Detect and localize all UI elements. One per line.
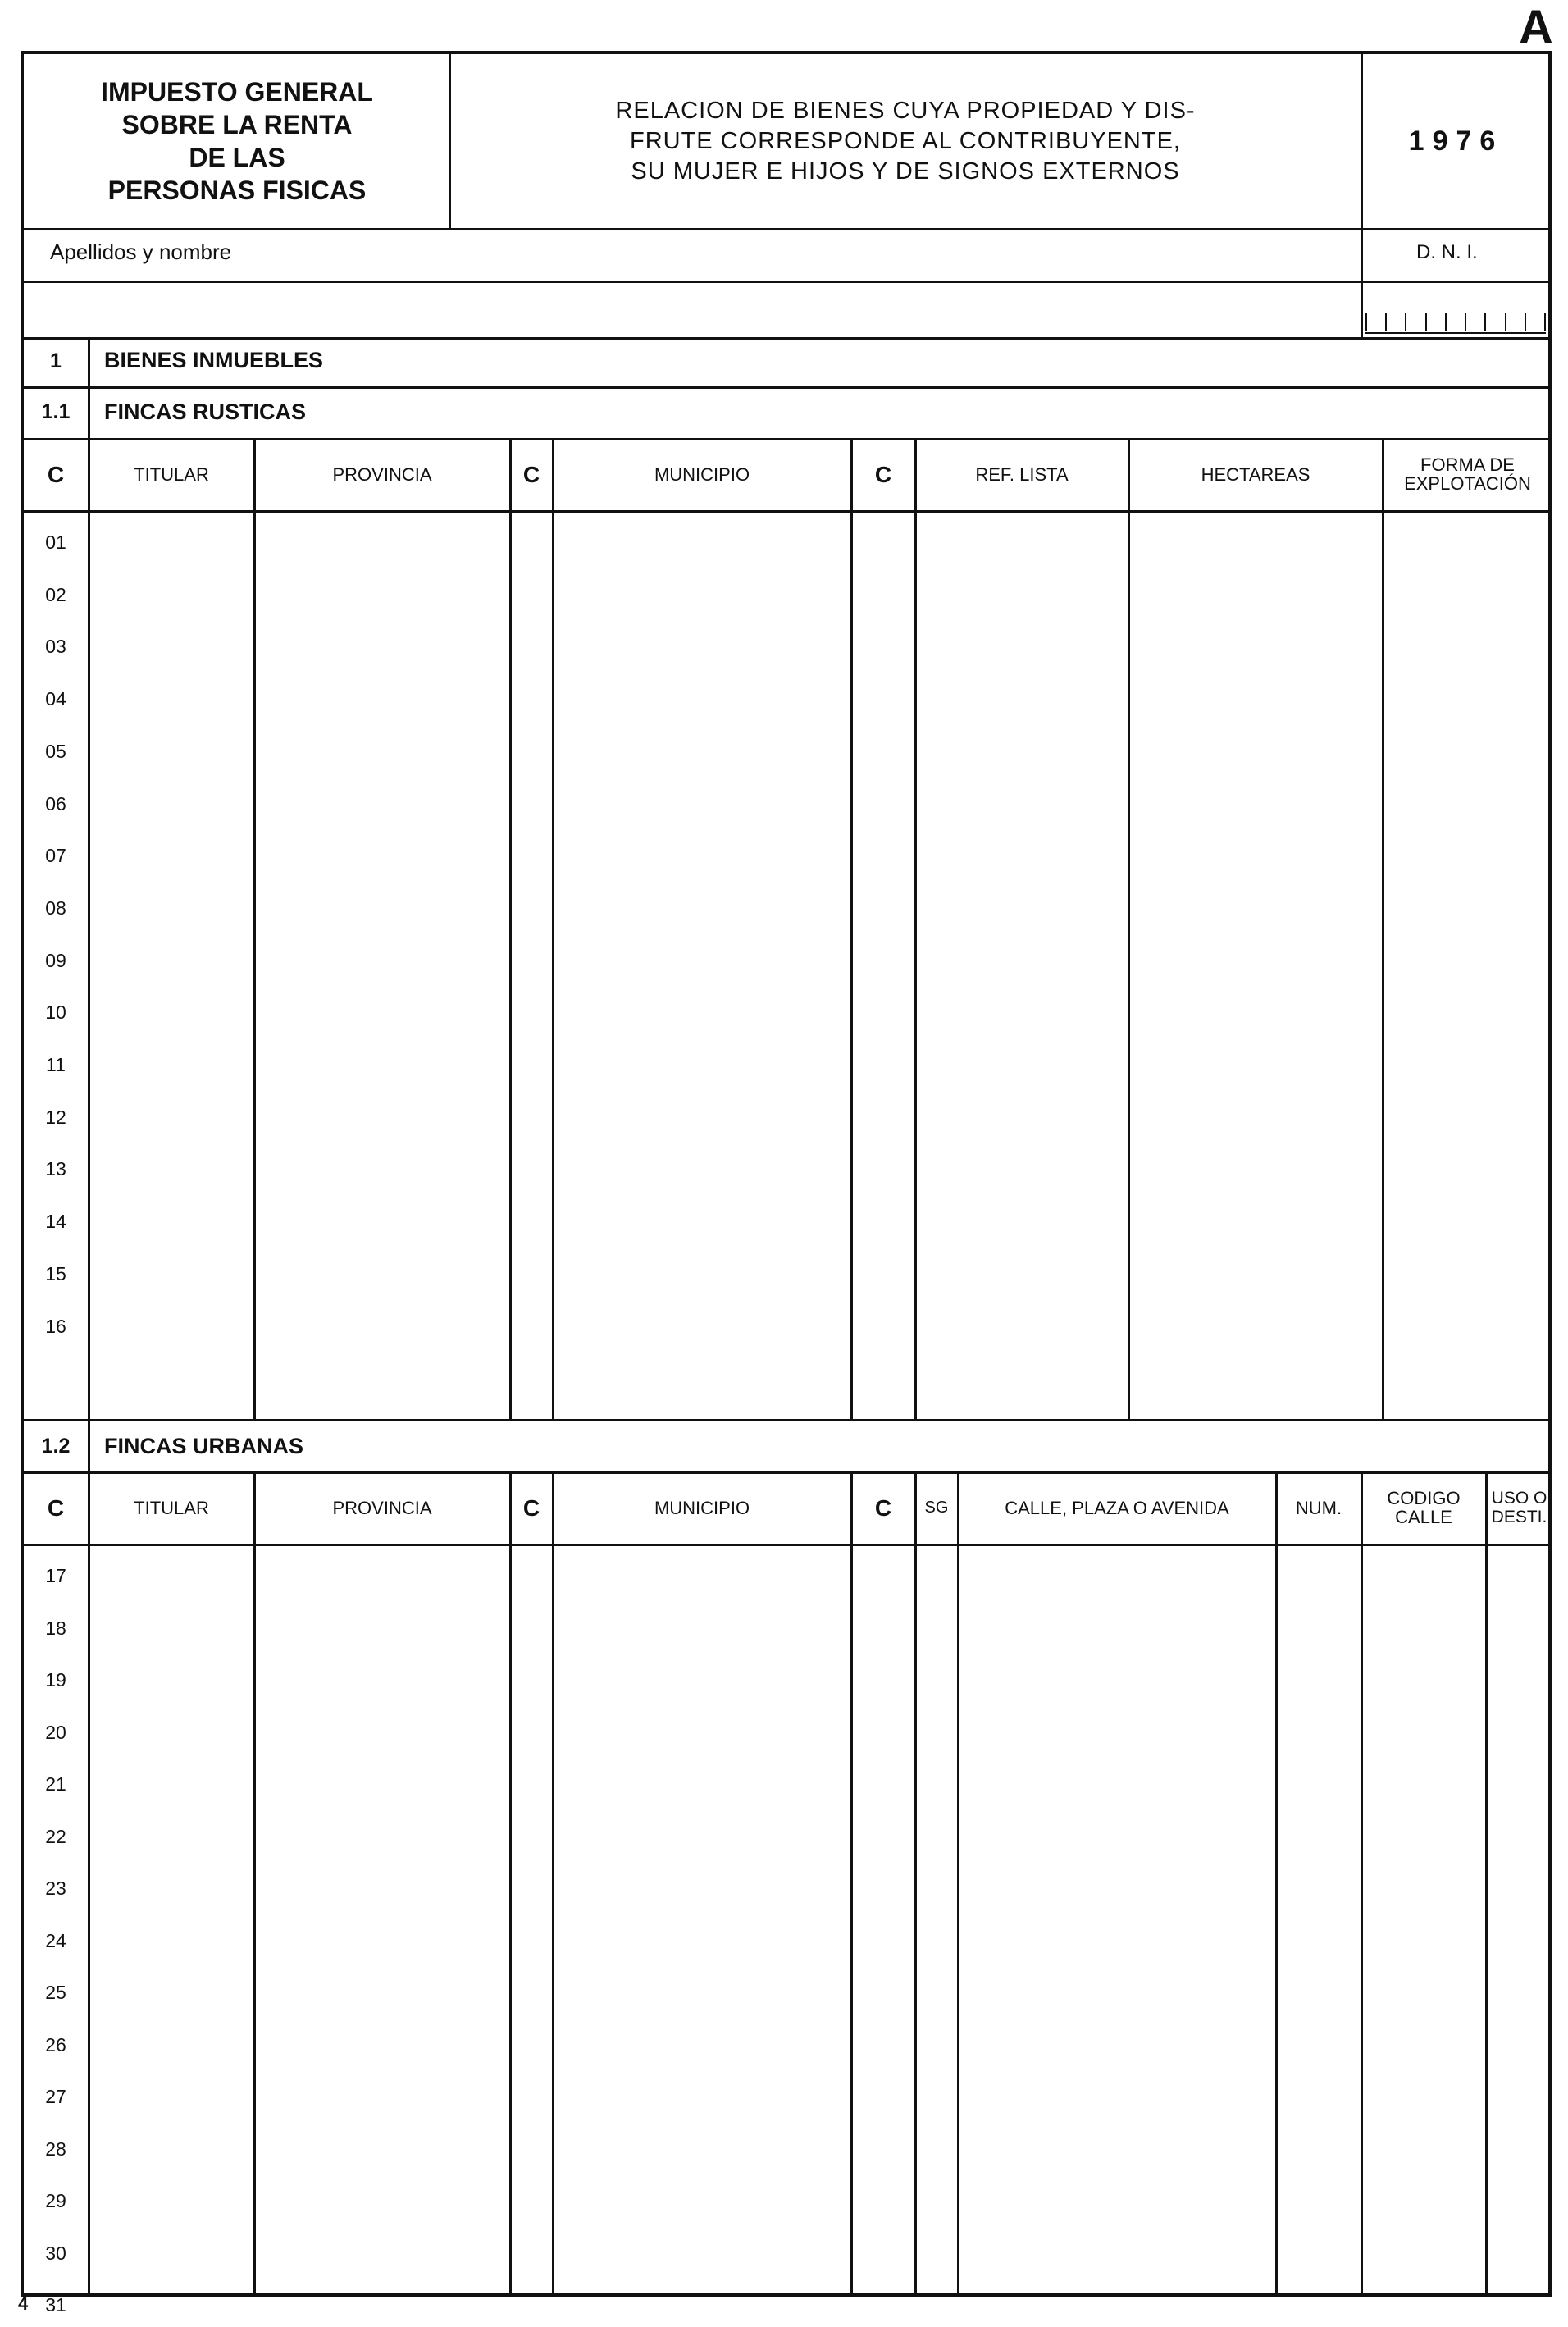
dni-label: D. N. I. bbox=[1416, 241, 1478, 263]
name-field[interactable] bbox=[40, 290, 1352, 331]
divider bbox=[88, 337, 90, 2297]
divider bbox=[552, 1471, 554, 2297]
column-header: SG bbox=[924, 1498, 949, 1517]
divider bbox=[850, 438, 853, 1419]
divider bbox=[24, 228, 1552, 230]
section-title: FINCAS RUSTICAS bbox=[104, 399, 307, 424]
description-line: FRUTE CORRESPONDE AL CONTRIBUYENTE, bbox=[629, 127, 1181, 154]
section-number: 1.1 bbox=[41, 400, 71, 423]
row-number: 29 bbox=[45, 2190, 66, 2211]
tax-title-line: SOBRE LA RENTA bbox=[121, 110, 353, 139]
row-number: 14 bbox=[45, 1211, 66, 1233]
page-number: 4 bbox=[18, 2293, 29, 2314]
divider bbox=[253, 438, 256, 1419]
row-number: 12 bbox=[45, 1106, 66, 1128]
row-number: 30 bbox=[45, 2242, 66, 2264]
row-number: 10 bbox=[45, 1002, 66, 1024]
row-number: 21 bbox=[45, 1773, 66, 1795]
divider bbox=[1382, 438, 1384, 1419]
row-number: 05 bbox=[45, 740, 66, 762]
column-header: CODIGO CALLE bbox=[1387, 1488, 1461, 1527]
column-header: HECTAREAS bbox=[1201, 463, 1310, 485]
row-number: 31 bbox=[45, 2294, 66, 2316]
description-line: RELACION DE BIENES CUYA PROPIEDAD Y DIS- bbox=[615, 97, 1196, 124]
column-header: TITULAR bbox=[134, 463, 209, 485]
column-header: MUNICIPIO bbox=[654, 1497, 750, 1518]
divider bbox=[24, 337, 1552, 340]
tax-title-line: IMPUESTO GENERAL bbox=[101, 77, 373, 107]
column-header: PROVINCIA bbox=[332, 463, 432, 485]
column-header: PROVINCIA bbox=[332, 1497, 432, 1518]
name-label: Apellidos y nombre bbox=[50, 240, 232, 264]
tax-title-line: DE LAS bbox=[189, 143, 285, 172]
divider bbox=[1128, 438, 1130, 1419]
column-header: TITULAR bbox=[134, 1497, 209, 1518]
page-corner-letter: A bbox=[1519, 1, 1553, 54]
divider bbox=[914, 438, 917, 1419]
row-number: 15 bbox=[45, 1262, 66, 1284]
row-number: 06 bbox=[45, 792, 66, 814]
column-header: NUM. bbox=[1295, 1497, 1342, 1518]
row-number: 01 bbox=[45, 532, 66, 553]
row-number: 07 bbox=[45, 845, 66, 867]
column-header: C bbox=[874, 1494, 892, 1521]
row-number: 22 bbox=[45, 1825, 66, 1847]
divider bbox=[24, 386, 1552, 389]
column-header: C bbox=[47, 1494, 65, 1521]
divider bbox=[509, 1471, 512, 2297]
column-header: REF. LISTA bbox=[975, 463, 1069, 485]
column-header: C bbox=[47, 461, 65, 487]
divider bbox=[552, 438, 554, 1419]
column-header: C bbox=[874, 461, 892, 487]
divider bbox=[1485, 1471, 1488, 2297]
section-title: BIENES INMUEBLES bbox=[104, 348, 324, 372]
row-number: 19 bbox=[45, 1669, 66, 1690]
form-tax-title bbox=[24, 54, 450, 228]
divider bbox=[24, 1419, 1552, 1421]
divider bbox=[509, 438, 512, 1419]
section-number: 1 bbox=[50, 349, 62, 372]
row-number: 24 bbox=[45, 1929, 66, 1951]
divider bbox=[253, 1471, 256, 2297]
row-number: 04 bbox=[45, 688, 66, 710]
column-header: C bbox=[522, 461, 540, 487]
row-number: 28 bbox=[45, 2138, 66, 2160]
row-number: 17 bbox=[45, 1565, 66, 1586]
row-number: 25 bbox=[45, 1982, 66, 2003]
row-number: 26 bbox=[45, 2033, 66, 2056]
tax-year: 1976 bbox=[1408, 125, 1504, 157]
divider bbox=[1361, 1471, 1363, 2297]
row-number: 03 bbox=[45, 636, 66, 658]
column-header: USO O DESTI. bbox=[1491, 1489, 1547, 1526]
row-number: 11 bbox=[46, 1054, 66, 1075]
divider bbox=[1275, 1471, 1278, 2297]
row-number: 23 bbox=[45, 1878, 66, 1899]
divider bbox=[850, 1471, 853, 2297]
divider bbox=[957, 1471, 959, 2297]
tax-title-line: PERSONAS FISICAS bbox=[107, 176, 367, 205]
row-number: 27 bbox=[45, 2086, 66, 2107]
column-header: MUNICIPIO bbox=[654, 463, 750, 485]
section-number: 1.2 bbox=[41, 1435, 71, 1458]
section-title: FINCAS URBANAS bbox=[104, 1434, 303, 1458]
row-number: 09 bbox=[45, 949, 66, 971]
divider bbox=[914, 1471, 917, 2297]
form-description bbox=[450, 54, 1361, 228]
column-header: C bbox=[522, 1494, 540, 1521]
column-header: FORMA DE EXPLOTACIÓN bbox=[1404, 454, 1531, 494]
column-header: CALLE, PLAZA O AVENIDA bbox=[1005, 1497, 1229, 1518]
divider bbox=[24, 281, 1552, 283]
dni-field[interactable] bbox=[1365, 313, 1546, 334]
row-number: 16 bbox=[45, 1315, 66, 1337]
description-line: SU MUJER E HIJOS Y DE SIGNOS EXTERNOS bbox=[631, 157, 1180, 185]
tax-form bbox=[21, 51, 1552, 2316]
row-number: 02 bbox=[45, 583, 66, 605]
row-number: 08 bbox=[45, 897, 66, 919]
row-number: 13 bbox=[45, 1158, 66, 1180]
row-number: 18 bbox=[45, 1617, 66, 1639]
row-number: 20 bbox=[45, 1721, 66, 1743]
